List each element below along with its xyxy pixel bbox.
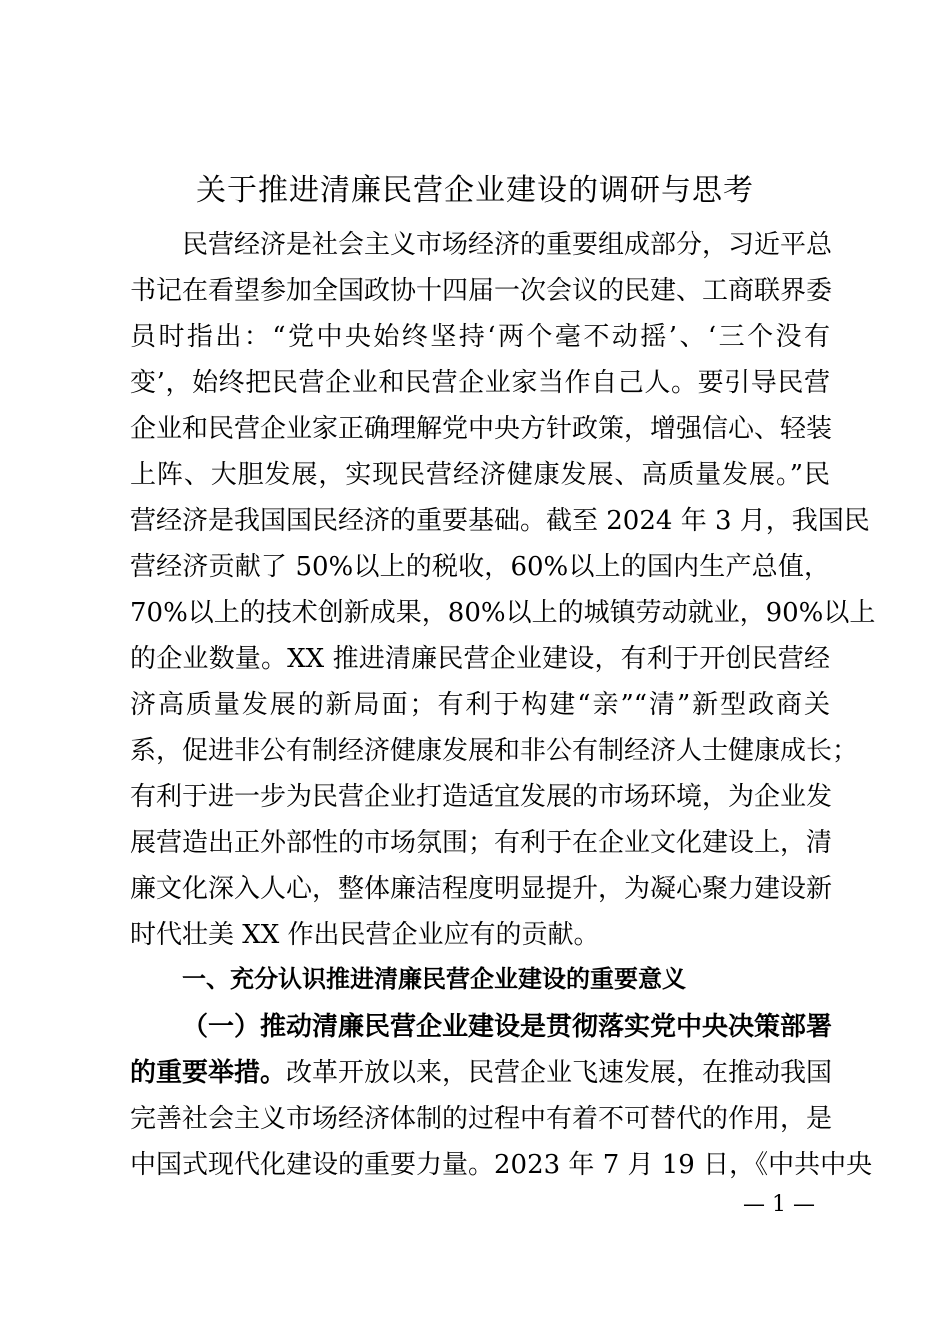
paragraph-line xyxy=(130,1050,833,1096)
subsection-paragraph xyxy=(130,1004,873,1188)
subsection-heading-line: （一）推动清廉民营企业建设是贯彻落实党中央决策部署 xyxy=(182,1012,833,1042)
paragraph-line: 营经济是我国国民经济的重要基础。截至 2024 年 3 月，我国民 xyxy=(130,506,870,536)
paragraph-line: 中国式现代化建设的重要力量。2023 年 7 月 19 日，《中共中央 xyxy=(130,1150,873,1180)
paragraph-line: 民营经济是社会主义市场经济的重要组成部分，习近平总 xyxy=(182,230,833,260)
paragraph-line: 廉文化深入人心，整体廉洁程度明显提升，为凝心聚力建设新 xyxy=(130,874,833,904)
paragraph-line: 营经济贡献了 50%以上的税收，60%以上的国内生产总值， xyxy=(130,552,830,582)
paragraph-line: 的企业数量。XX 推进清廉民营企业建设，有利于开创民营经 xyxy=(130,644,830,674)
paragraph-line: 济高质量发展的新局面；有利于构建“亲”“清”新型政商关 xyxy=(130,690,830,720)
paragraph-line: 70%以上的技术创新成果，80%以上的城镇劳动就业，90%以上 xyxy=(130,598,876,628)
paragraph-line: 时代壮美 XX 作出民营企业应有的贡献。 xyxy=(130,920,600,950)
paragraph-line: 企业和民营企业家正确理解党中央方针政策，增强信心、轻装 xyxy=(130,414,833,444)
page-number: — 1 — xyxy=(743,1192,815,1217)
section-heading: 一、充分认识推进清廉民营企业建设的重要意义 xyxy=(182,965,686,993)
document-title: 关于推进清廉民营企业建设的调研与思考 xyxy=(196,173,754,208)
paragraph-line: 员时指出：“党中央始终坚持‘两个毫不动摇’、‘三个没有 xyxy=(130,322,830,352)
paragraph-line: 变’，始终把民营企业和民营企业家当作自己人。要引导民营 xyxy=(130,368,830,398)
intro-paragraph xyxy=(130,222,876,958)
paragraph-line: 系，促进非公有制经济健康发展和非公有制经济人士健康成长； xyxy=(130,736,859,766)
paragraph-line: 展营造出正外部性的市场氛围；有利于在企业文化建设上，清 xyxy=(130,828,833,858)
subsection-heading-tail: 的重要举措。 xyxy=(130,1058,287,1088)
paragraph-line: 书记在看望参加全国政协十四届一次会议的民建、工商联界委 xyxy=(130,276,833,306)
paragraph-line: 完善社会主义市场经济体制的过程中有着不可替代的作用，是 xyxy=(130,1104,833,1134)
paragraph-line: 上阵、大胆发展，实现民营经济健康发展、高质量发展。”民 xyxy=(130,460,830,490)
paragraph-line: 有利于进一步为民营企业打造适宜发展的市场环境，为企业发 xyxy=(130,782,833,812)
paragraph-line-rest: 改革开放以来，民营企业飞速发展，在推动我国 xyxy=(286,1058,833,1088)
